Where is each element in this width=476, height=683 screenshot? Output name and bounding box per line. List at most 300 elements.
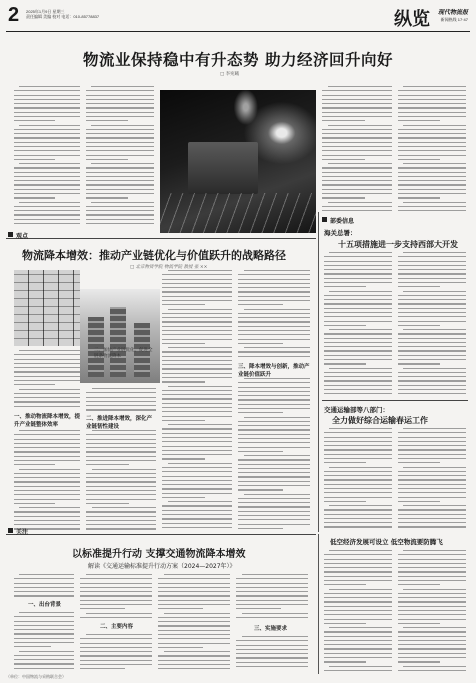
text-line: [398, 644, 466, 645]
text-line: [238, 524, 310, 525]
text-line: [162, 351, 232, 352]
text-line: [398, 206, 466, 207]
text-line: [162, 279, 232, 280]
text-line: [14, 189, 80, 190]
text-line: [86, 99, 154, 100]
text-line: [238, 395, 310, 396]
text-line: [14, 206, 80, 207]
text-line: [322, 137, 392, 138]
text-line: [162, 291, 232, 292]
text-line: [398, 338, 466, 339]
text-line: [14, 460, 80, 461]
text-line: [14, 464, 55, 465]
text-line: [162, 458, 205, 459]
text-line: [236, 649, 308, 650]
right-bottom-headline: 低空经济发展可设立 低空物流要防腾飞: [330, 538, 443, 546]
text-line: [238, 408, 310, 409]
text-line: [19, 163, 80, 164]
text-line: [14, 376, 80, 377]
middle-body-col-1b: [14, 430, 80, 530]
text-line: [324, 308, 392, 309]
text-line: [329, 550, 392, 551]
text-line: [398, 580, 466, 581]
text-line: [238, 498, 310, 499]
text-line: [86, 193, 154, 194]
text-line: [162, 304, 205, 305]
text-line: [86, 409, 156, 410]
text-line: [398, 445, 466, 446]
text-line: [158, 630, 230, 631]
text-line: [168, 424, 232, 425]
bottom-subhead-1: 一、出台背景: [28, 602, 62, 608]
text-line: [162, 437, 232, 438]
text-line: [168, 386, 232, 387]
text-line: [19, 86, 80, 87]
text-line: [86, 107, 154, 108]
footer-note: （单位：中国物流与采购联合会）: [6, 674, 66, 679]
stack-graphic: [88, 317, 104, 377]
text-line: [80, 643, 152, 644]
text-line: [158, 621, 230, 622]
text-line: [162, 317, 232, 318]
text-line: [398, 103, 466, 104]
right-news-2-col-2: [398, 428, 466, 530]
text-line: [162, 450, 232, 451]
text-line: [324, 445, 392, 446]
text-line: [324, 488, 392, 489]
text-line: [14, 197, 55, 198]
text-line: [80, 660, 152, 661]
text-line: [322, 189, 392, 190]
text-line: [324, 636, 392, 637]
text-line: [14, 629, 74, 630]
text-line: [324, 554, 392, 555]
text-line: [324, 454, 392, 455]
text-line: [14, 668, 74, 669]
text-line: [324, 363, 366, 364]
text-line: [80, 668, 125, 669]
text-line: [86, 451, 156, 452]
bottom-body-col-1b: [14, 612, 74, 672]
text-line: [403, 428, 466, 429]
text-line: [329, 505, 392, 506]
bottom-body-col-3: [158, 574, 230, 672]
text-line: [403, 86, 466, 87]
text-line: [329, 627, 392, 628]
text-line: [398, 193, 466, 194]
text-line: [398, 197, 440, 198]
text-line: [162, 360, 232, 361]
text-line: [324, 492, 392, 493]
text-line: [14, 401, 80, 402]
text-line: [14, 638, 74, 639]
text-line: [80, 651, 152, 652]
text-line: [86, 150, 154, 151]
text-line: [324, 653, 392, 654]
text-line: [244, 494, 310, 495]
text-line: [162, 420, 205, 421]
divider-focus: [6, 534, 316, 535]
text-line: [164, 574, 230, 575]
text-line: [14, 406, 80, 407]
issue-info: 2025年1月9日 星期三 责任编辑 美编 校对 电话：010-85778837: [26, 9, 100, 19]
text-line: [398, 576, 466, 577]
text-line: [238, 279, 310, 280]
train-graphic: [188, 142, 258, 194]
text-line: [238, 425, 310, 426]
middle-byline: □ 北京物资学院 物流学院 教授 张 ××: [130, 265, 208, 270]
text-line: [14, 621, 74, 622]
text-line: [238, 519, 310, 520]
text-line: [398, 184, 466, 185]
text-line: [398, 172, 466, 173]
text-line: [92, 388, 156, 389]
text-line: [403, 666, 466, 667]
text-line: [236, 600, 308, 601]
text-line: [398, 112, 466, 113]
text-line: [14, 473, 80, 474]
middle-subhead-2: 二、推进降本增效，深化产业链韧性建设: [86, 416, 153, 430]
text-line: [14, 516, 80, 517]
text-line: [324, 380, 392, 381]
text-line: [398, 488, 466, 489]
text-line: [398, 95, 466, 96]
middle-body-col-2b: [86, 430, 156, 530]
text-line: [238, 356, 310, 357]
text-line: [324, 458, 392, 459]
text-line: [322, 206, 392, 207]
text-line: [398, 619, 466, 620]
right-bottom-col-2: [398, 550, 466, 672]
text-line: [14, 511, 80, 512]
text-line: [14, 219, 80, 220]
text-line: [329, 666, 392, 667]
text-line: [236, 645, 308, 646]
text-line: [398, 640, 466, 641]
text-line: [324, 526, 392, 527]
text-line: [158, 655, 230, 656]
text-line: [86, 90, 154, 91]
text-line: [398, 312, 466, 313]
text-line: [14, 397, 80, 398]
text-line: [162, 287, 232, 288]
text-line: [162, 398, 232, 399]
text-line: [398, 479, 466, 480]
text-line: [80, 600, 152, 601]
text-line: [19, 389, 80, 390]
text-line: [238, 300, 310, 301]
text-line: [238, 387, 310, 388]
text-line: [398, 563, 466, 564]
text-line: [14, 520, 80, 521]
text-line: [86, 477, 156, 478]
text-line: [162, 480, 232, 481]
text-line: [398, 441, 466, 442]
text-line: [14, 172, 80, 173]
text-line: [86, 137, 154, 138]
text-line: [86, 574, 152, 575]
text-line: [322, 193, 392, 194]
text-line: [324, 580, 392, 581]
text-line: [14, 146, 80, 147]
text-line: [14, 655, 74, 656]
text-line: [19, 507, 80, 508]
text-line: [324, 295, 392, 296]
text-line: [398, 146, 466, 147]
text-line: [158, 578, 230, 579]
text-line: [398, 657, 466, 658]
text-line: [398, 282, 466, 283]
text-line: [86, 634, 152, 635]
text-line: [398, 454, 466, 455]
text-line: [398, 567, 466, 568]
text-line: [86, 481, 156, 482]
text-line: [19, 469, 80, 470]
text-line: [14, 633, 74, 634]
text-line: [398, 492, 466, 493]
text-line: [244, 270, 310, 271]
text-line: [403, 550, 466, 551]
text-line: [324, 640, 392, 641]
text-line: [398, 269, 466, 270]
text-line: [398, 648, 466, 649]
text-line: [14, 659, 74, 660]
text-line: [14, 371, 80, 372]
text-line: [329, 368, 392, 369]
text-line: [14, 583, 74, 584]
text-line: [324, 623, 366, 624]
text-line: [322, 184, 392, 185]
text-line: [398, 514, 466, 515]
text-line: [403, 589, 466, 590]
text-line: [398, 661, 440, 662]
text-line: [238, 343, 283, 344]
text-line: [14, 112, 80, 113]
text-line: [158, 643, 230, 644]
text-line: [14, 595, 74, 596]
text-line: [238, 287, 310, 288]
text-line: [398, 189, 466, 190]
text-line: [403, 202, 466, 203]
text-line: [14, 142, 80, 143]
text-line: [398, 355, 466, 356]
text-line: [238, 506, 310, 507]
text-line: [236, 587, 308, 588]
text-line: [324, 610, 392, 611]
text-line: [324, 471, 392, 472]
text-line: [80, 587, 152, 588]
text-line: [238, 351, 310, 352]
text-line: [324, 385, 392, 386]
text-line: [398, 475, 466, 476]
text-line: [238, 451, 283, 452]
text-line: [80, 578, 152, 579]
text-line: [19, 612, 74, 613]
text-line: [238, 447, 310, 448]
text-line: [236, 662, 308, 663]
text-line: [14, 193, 80, 194]
text-line: [398, 584, 440, 585]
text-line: [324, 670, 392, 671]
text-line: [14, 363, 80, 364]
text-line: [244, 378, 310, 379]
text-line: [324, 359, 392, 360]
text-line: [14, 223, 80, 224]
text-line: [19, 125, 80, 126]
bottom-body-col-4b: [236, 636, 308, 672]
text-line: [324, 282, 392, 283]
text-line: [403, 291, 466, 292]
text-line: [398, 99, 466, 100]
section-tag-viewpoint: 观点: [8, 231, 28, 240]
right-news-2-headline: 全力做好综合运输春运工作: [332, 416, 428, 425]
text-line: [242, 613, 308, 614]
text-line: [162, 446, 232, 447]
text-line: [242, 636, 308, 637]
text-line: [158, 583, 230, 584]
text-line: [14, 380, 80, 381]
text-line: [329, 428, 392, 429]
text-line: [14, 133, 80, 134]
text-line: [14, 447, 80, 448]
lead-body-col-4: [322, 86, 392, 212]
text-line: [80, 608, 125, 609]
text-line: [86, 397, 156, 398]
text-line: [162, 364, 232, 365]
text-line: [162, 407, 232, 408]
text-line: [19, 574, 74, 575]
text-line: [162, 428, 232, 429]
text-line: [324, 657, 392, 658]
text-line: [86, 401, 156, 402]
text-line: [322, 103, 392, 104]
text-line: [398, 571, 466, 572]
middle-body-col-4b: [238, 378, 310, 530]
text-line: [14, 159, 55, 160]
text-line: [403, 368, 466, 369]
text-line: [398, 380, 466, 381]
text-line: [158, 638, 230, 639]
text-line: [238, 481, 310, 482]
text-line: [86, 167, 154, 168]
text-line: [14, 439, 80, 440]
text-line: [86, 206, 154, 207]
text-line: [238, 399, 310, 400]
text-line: [398, 142, 466, 143]
text-line: [14, 434, 80, 435]
text-line: [322, 167, 392, 168]
text-line: [322, 142, 392, 143]
text-line: [238, 382, 310, 383]
text-line: [164, 613, 230, 614]
text-line: [91, 125, 154, 126]
text-line: [14, 107, 80, 108]
text-line: [80, 647, 152, 648]
text-line: [91, 86, 154, 87]
text-line: [324, 265, 392, 266]
text-line: [236, 583, 308, 584]
text-line: [162, 334, 232, 335]
text-line: [238, 464, 310, 465]
text-line: [158, 625, 230, 626]
text-line: [398, 623, 440, 624]
text-line: [238, 511, 310, 512]
text-line: [86, 219, 154, 220]
text-line: [324, 432, 392, 433]
text-line: [14, 477, 80, 478]
text-line: [86, 189, 154, 190]
text-line: [324, 273, 392, 274]
text-line: [14, 393, 80, 394]
text-line: [324, 462, 366, 463]
text-line: [324, 571, 392, 572]
text-line: [324, 619, 392, 620]
text-line: [398, 606, 466, 607]
text-line: [80, 638, 152, 639]
text-line: [322, 150, 392, 151]
text-line: [324, 661, 366, 662]
text-line: [398, 601, 466, 602]
text-line: [86, 223, 154, 224]
text-line: [80, 604, 152, 605]
text-line: [14, 456, 80, 457]
text-line: [14, 137, 80, 138]
text-line: [324, 441, 392, 442]
lead-body-col-2: [86, 86, 154, 226]
text-line: [162, 488, 232, 489]
text-line: [158, 660, 230, 661]
text-line: [14, 503, 55, 504]
text-line: [14, 490, 80, 491]
text-line: [238, 317, 310, 318]
text-line: [398, 518, 466, 519]
text-line: [398, 256, 466, 257]
text-line: [324, 303, 392, 304]
middle-body-col-3: [162, 270, 232, 530]
text-line: [324, 522, 392, 523]
text-line: [324, 497, 392, 498]
bottom-body-col-4: [236, 574, 308, 622]
text-line: [162, 403, 232, 404]
bottom-subhead-3: 三、实施要求: [254, 626, 288, 632]
text-line: [398, 509, 466, 510]
text-line: [398, 449, 466, 450]
text-line: [398, 458, 466, 459]
text-line: [162, 321, 232, 322]
text-line: [14, 180, 80, 181]
text-line: [238, 283, 310, 284]
text-line: [86, 499, 156, 500]
text-line: [86, 460, 156, 461]
text-line: [86, 464, 129, 465]
text-line: [398, 471, 466, 472]
text-line: [86, 520, 156, 521]
text-line: [80, 617, 152, 618]
text-line: [403, 627, 466, 628]
text-line: [86, 494, 156, 495]
text-line: [158, 617, 230, 618]
text-line: [324, 563, 392, 564]
text-line: [398, 155, 466, 156]
text-line: [398, 107, 466, 108]
text-line: [324, 559, 392, 560]
text-line: [322, 107, 392, 108]
text-line: [329, 329, 392, 330]
middle-subhead-3: 三、降本增效与创新，推动产业链价值跃升: [238, 364, 310, 378]
text-line: [324, 355, 392, 356]
text-line: [244, 455, 310, 456]
text-line: [238, 528, 283, 529]
